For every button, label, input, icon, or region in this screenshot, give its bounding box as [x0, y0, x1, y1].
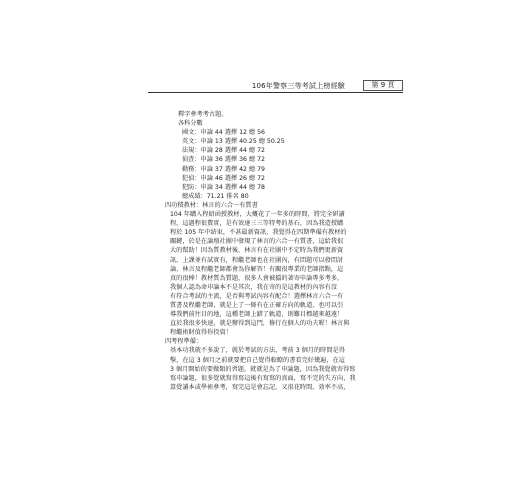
paragraph-line: 擊，在這 3 個月之前就要把自己覺得較瞭的書看完好幾遍，在這 — [170, 356, 345, 364]
intro-line: 釋字參考考古題。 — [178, 111, 228, 118]
score-line: 勤務：申論 37 選擇 42 總 79 — [182, 165, 265, 173]
paragraph-line: 程，這過程很費實，是有效達三三等特考的基石，因為我造授購 — [170, 220, 344, 228]
score-line: 犯偵：申論 46 選擇 26 總 72 — [182, 174, 265, 182]
paragraph-line: 程於 105 年中結束，不甚最新資訊，我覺得在四期準備有教材的 — [170, 229, 347, 237]
document-body — [165, 110, 385, 392]
score-line: 偵查：申論 36 選擇 36 總 72 — [182, 156, 265, 164]
paragraph-line: 我個人認為命申論本不是其次，我在寄的是這教材的內容有沒 — [170, 283, 338, 291]
paragraph-line: 訊，上課並有試實有，程繼老師也在社團內，有問題可以發問討 — [170, 256, 344, 264]
score-line: 犯防：申論 34 選擇 44 總 78 — [182, 183, 265, 191]
paragraph-line: 有符合考試的主流，是否與考試內容有配合！選擇林言六合一有 — [170, 292, 344, 300]
score-line: 總成績：71.21 排名 80 — [182, 192, 249, 200]
score-line: 法規：申論 28 選擇 44 總 72 — [182, 147, 265, 155]
paragraph-line: 真的很棒！教材質為質題，很多人會被擋的著寄申論專多考多， — [170, 274, 344, 282]
score-line: 英文：申論 13 選擇 40.25 總 50.25 — [182, 138, 285, 146]
scores-heading: 各科分數 — [178, 120, 203, 128]
paragraph-line: 論，林言及程繼老師都會為你解答！有關很專業的老師指點，這 — [170, 265, 344, 273]
paragraph-line: 基本功我就不多說了，就於考試的方法，考前 3 個月的時間是得 — [170, 347, 345, 355]
section-heading-exam-prep: 四考程準備： — [165, 338, 203, 346]
paragraph-line: 直於我很多快速，就是辦得到這門，修行在個人的功夫喔！林言與 — [170, 320, 350, 328]
header-title: 106年警察三等考試上榜經驗 — [251, 82, 345, 90]
paragraph-line: 寫申論題，很多覺就寫得寫這後有寫寫的真面，寫不完的失方向，我 — [170, 374, 356, 382]
paragraph-line: 質書及程繼老師，就是上了一條有在正確方向的軌道，也可以引 — [170, 301, 344, 309]
header-rule — [148, 92, 403, 93]
paragraph-line: 大的幫助！因為質教材後，林言有在社團中不定時為我們更新資 — [170, 247, 344, 255]
page-number-box: 第 9 頁 — [363, 80, 403, 91]
paragraph-line: 導我們前往目的地，這種老師上錯了軌道，則難目標越來越遠！ — [170, 311, 344, 319]
score-line: 國文：申論 44 選擇 12 總 56 — [182, 129, 265, 137]
section-heading-materials: 四功積教材：林言的六合一有質書 — [165, 201, 258, 209]
paragraph-line: 程繼術財值得你投資！ — [170, 329, 232, 337]
paragraph-line: 3 個月開始的要做類的習題，就就是為了申論題，因為我覺就寄得寫 — [170, 365, 356, 373]
paragraph-line: 算覺讀本或學術參考，寫完這是會忘記，又很花時間，效率不高， — [170, 383, 350, 391]
page-header — [148, 81, 403, 93]
paragraph-line: 104 年購入程紹函授教材，大概花了一年多的時間，將完全研讀 — [170, 211, 345, 219]
paragraph-line: 關鍵，於是在論壇社團中發現了林言的六合一有質書，這給我很 — [170, 238, 344, 246]
